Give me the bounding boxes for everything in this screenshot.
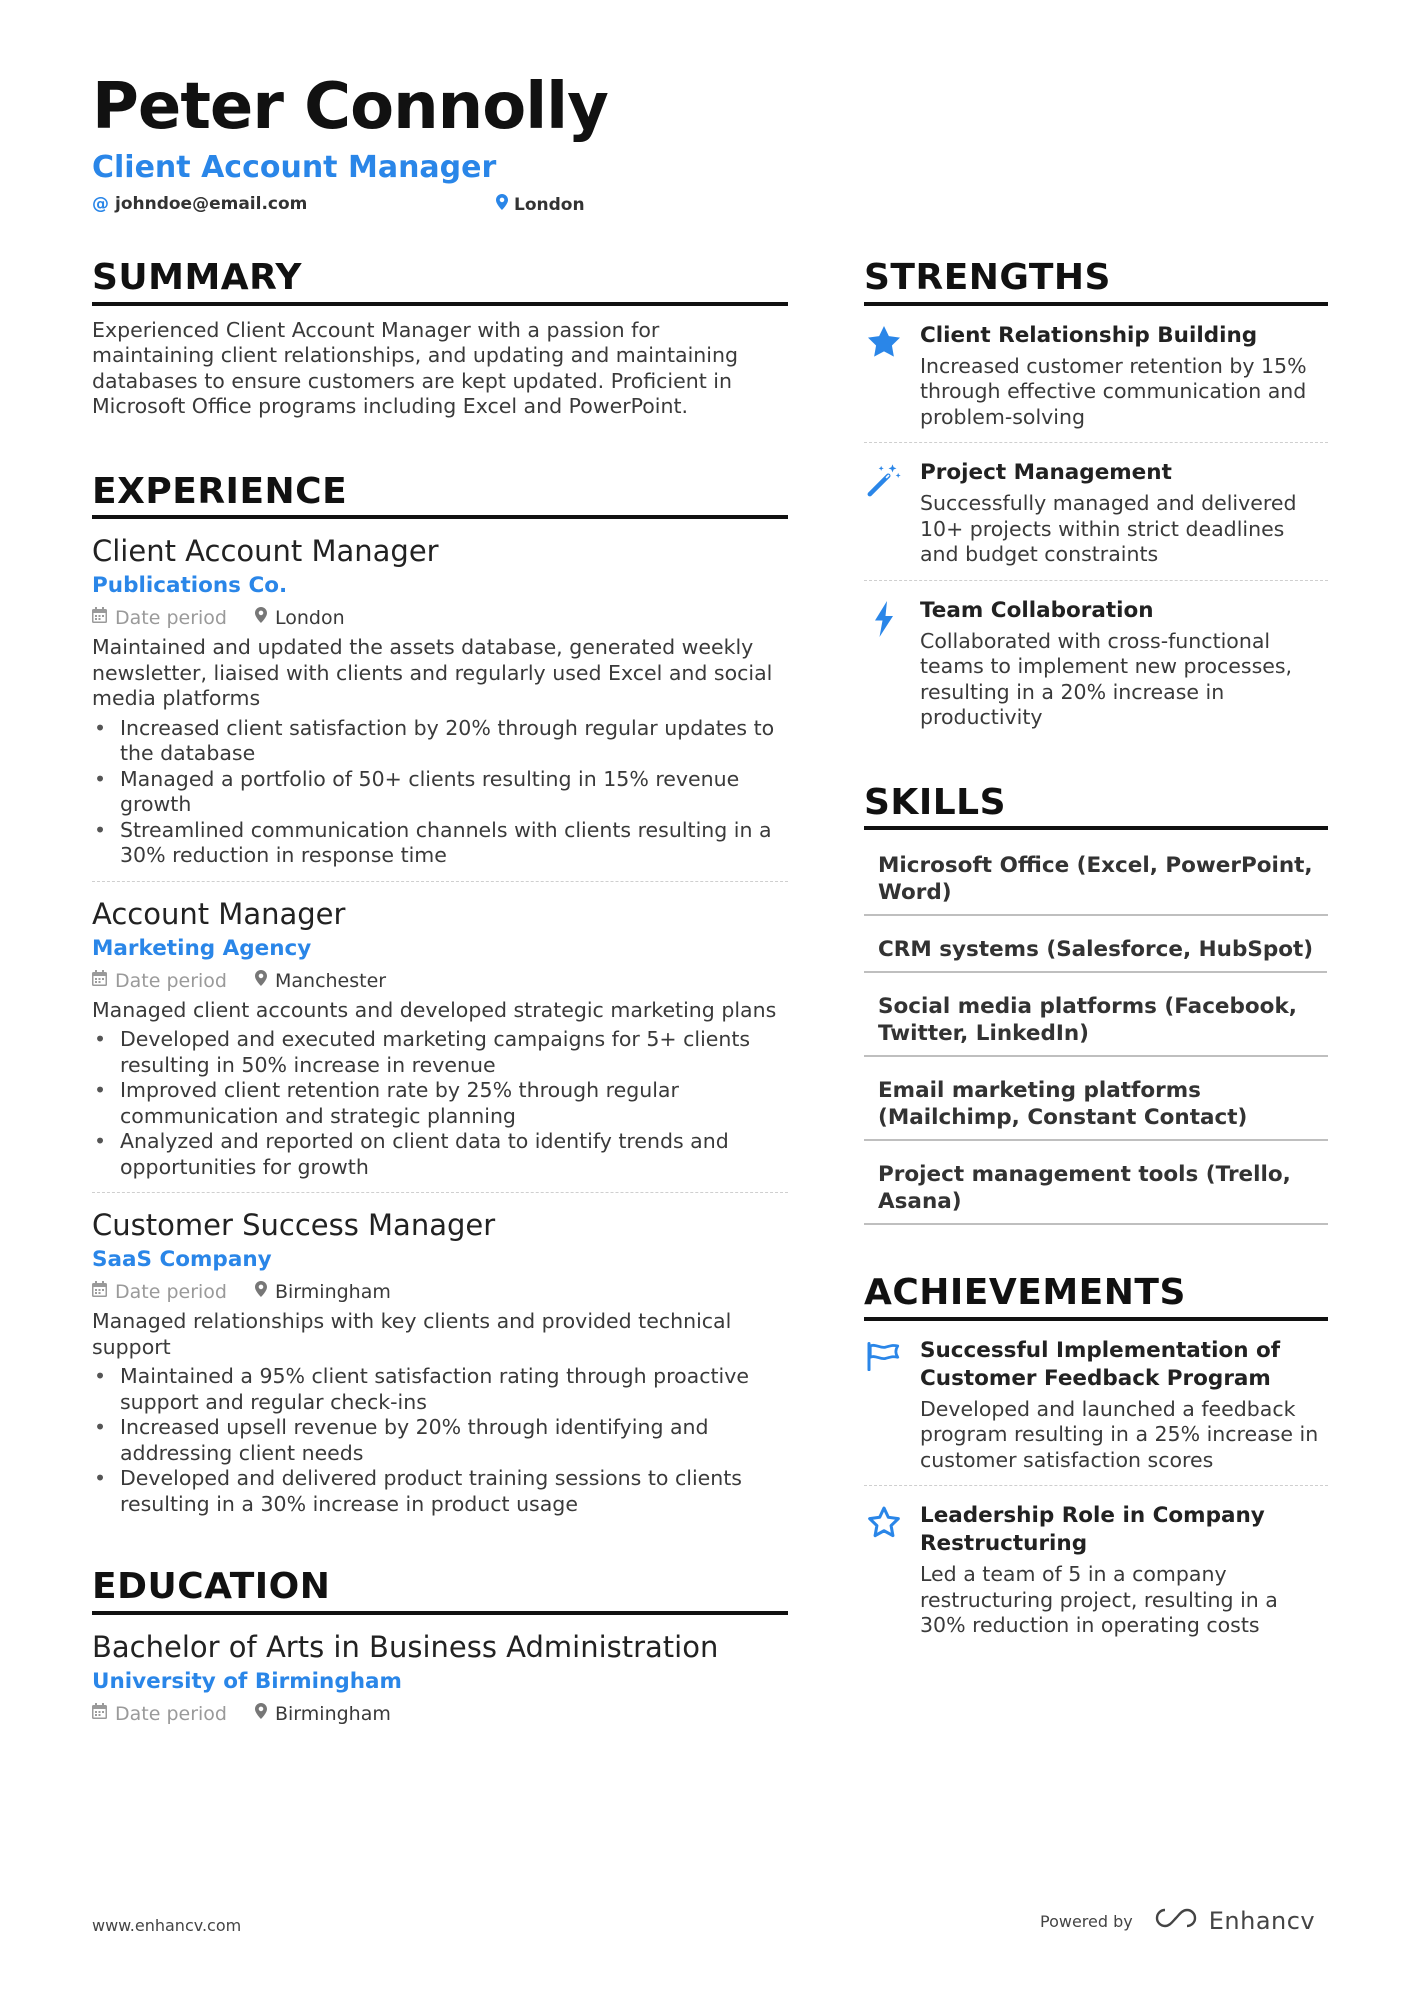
- education-section: [92, 1567, 788, 1741]
- bullet-item: • Developed and delivered product training sessions to clients resulting in a 30% increase in product usage: [92, 1466, 788, 1517]
- summary-heading: SUMMARY: [92, 258, 788, 306]
- strengths-heading: STRENGTHS: [864, 258, 1328, 306]
- location-pin-icon: [255, 1277, 267, 1307]
- location-pin-icon: [255, 966, 267, 996]
- star-icon: [864, 322, 904, 431]
- job-title: Client Account Manager: [92, 534, 439, 569]
- infinity-logo-icon: [1153, 1907, 1199, 1935]
- strength-desc: Increased customer retention by 15% through effective communication and problem-solving: [920, 353, 1307, 429]
- job-location: London: [274, 607, 345, 630]
- summary-text: Experienced Client Account Manager with a passion for maintaining client relationships, and updating and maintaining databases to ensure customers are kept updated. Proficient in Microsoft Office programs including Excel and PowerPoint.: [92, 317, 738, 419]
- calendar-icon: [92, 1699, 107, 1729]
- date-period: Date period: [115, 969, 227, 992]
- candidate-title: Client Account Manager: [92, 150, 497, 185]
- email-text: johndoe@email.com: [115, 194, 308, 214]
- magic-wand-icon: [864, 459, 904, 568]
- achievements-heading: ACHIEVEMENTS: [864, 1273, 1328, 1321]
- job-bullets: [92, 716, 788, 869]
- brand-name: Enhancv: [1208, 1907, 1316, 1935]
- flag-icon: [864, 1337, 904, 1474]
- skill-tag: Microsoft Office (Excel, PowerPoint, Word): [864, 838, 1328, 916]
- achievement-desc: Led a team of 5 in a company restructuring project, resulting in a 30% reduction in operating costs: [920, 1562, 1278, 1638]
- experience-section: [92, 472, 788, 1530]
- job-description: Maintained and updated the assets database, generated weekly newsletter, liaised with clients and regularly used Excel and social media platforms: [92, 635, 773, 711]
- calendar-icon: [92, 1277, 107, 1307]
- job-bullets: [92, 1027, 788, 1180]
- skill-tag: CRM systems (Salesforce, HubSpot): [864, 922, 1327, 973]
- job-entry: [92, 519, 788, 882]
- at-sign-icon: @: [92, 194, 109, 214]
- strength-item: [864, 443, 1328, 581]
- calendar-icon: [92, 603, 107, 633]
- summary-section: [92, 258, 788, 420]
- strength-title: Team Collaboration: [920, 597, 1154, 623]
- job-description: Managed relationships with key clients and provided technical support: [92, 1309, 732, 1359]
- achievements-section: [864, 1273, 1328, 1651]
- right-column: [864, 258, 1328, 1651]
- strength-title: Client Relationship Building: [920, 322, 1258, 348]
- strengths-section: [864, 258, 1328, 743]
- powered-by: [1040, 1907, 1315, 1935]
- location-pin-icon: [496, 194, 508, 215]
- job-location: Birmingham: [274, 1281, 391, 1304]
- degree-title: Bachelor of Arts in Business Administration: [92, 1629, 719, 1664]
- date-period: Date period: [115, 1281, 227, 1304]
- education-location: Birmingham: [274, 1702, 391, 1725]
- skill-tag: Email marketing platforms (Mailchimp, Constant Contact): [864, 1063, 1328, 1141]
- skill-tag: Social media platforms (Facebook, Twitter, LinkedIn): [864, 979, 1328, 1057]
- bullet-item: • Increased upsell revenue by 20% through identifying and addressing client needs: [92, 1415, 788, 1466]
- left-column: [92, 258, 788, 1741]
- job-meta: [92, 966, 788, 996]
- skills-heading: SKILLS: [864, 783, 1328, 831]
- company-name: Marketing Agency: [92, 935, 312, 961]
- education-meta: [92, 1699, 788, 1729]
- lightning-icon: [864, 597, 904, 731]
- skill-tag: Project management tools (Trello, Asana): [864, 1147, 1328, 1225]
- school-name: University of Birmingham: [92, 1668, 402, 1694]
- strength-item: [864, 306, 1328, 444]
- company-name: SaaS Company: [92, 1247, 272, 1273]
- bullet-item: • Improved client retention rate by 25% through regular communication and strategic planning: [92, 1078, 788, 1129]
- location-pin-icon: [255, 1699, 267, 1729]
- achievement-title: Successful Implementation of Customer Feedback Program: [920, 1337, 1281, 1391]
- email-contact[interactable]: [92, 194, 307, 214]
- location-contact: [496, 194, 585, 215]
- star-outline-icon: [864, 1502, 904, 1639]
- education-entry: [92, 1615, 788, 1741]
- bullet-item: • Increased client satisfaction by 20% through regular updates to the database: [92, 716, 788, 767]
- bullet-item: • Managed a portfolio of 50+ clients resulting in 15% revenue growth: [92, 767, 788, 818]
- job-bullets: [92, 1364, 788, 1517]
- job-title: Account Manager: [92, 896, 346, 931]
- job-entry: [92, 882, 788, 1194]
- bullet-item: • Maintained a 95% client satisfaction rating through proactive support and regular check-ins: [92, 1364, 788, 1415]
- location-text: London: [514, 194, 585, 215]
- bullet-item: • Streamlined communication channels with clients resulting in a 30% reduction in response time: [92, 818, 788, 869]
- strength-desc: Successfully managed and delivered 10+ projects within strict deadlines and budget constraints: [920, 491, 1297, 567]
- job-description: Managed client accounts and developed strategic marketing plans: [92, 997, 777, 1022]
- achievement-item: [864, 1321, 1328, 1487]
- education-heading: EDUCATION: [92, 1567, 788, 1615]
- job-entry: [92, 1193, 788, 1529]
- job-location: Manchester: [274, 969, 387, 992]
- website-link[interactable]: www.enhancv.com: [92, 1916, 242, 1935]
- calendar-icon: [92, 966, 107, 996]
- job-meta: [92, 1277, 788, 1307]
- bullet-item: • Developed and executed marketing campaigns for 5+ clients resulting in 50% increase in revenue: [92, 1027, 788, 1078]
- company-name: Publications Co.: [92, 573, 288, 599]
- date-period: Date period: [115, 1702, 227, 1725]
- achievement-item: [864, 1486, 1328, 1651]
- strength-item: [864, 581, 1328, 743]
- job-meta: [92, 603, 788, 633]
- skills-list: [864, 838, 1328, 1225]
- strength-title: Project Management: [920, 460, 1172, 486]
- experience-heading: EXPERIENCE: [92, 472, 788, 520]
- enhancv-logo[interactable]: [1153, 1907, 1315, 1935]
- bullet-item: • Analyzed and reported on client data to identify trends and opportunities for growth: [92, 1129, 788, 1180]
- date-period: Date period: [115, 607, 227, 630]
- contact-info: [92, 194, 792, 218]
- powered-by-label: Powered by: [1040, 1911, 1133, 1931]
- skills-section: [864, 783, 1328, 1226]
- achievement-title: Leadership Role in Company Restructuring: [920, 1503, 1265, 1557]
- candidate-name: Peter Connolly: [92, 70, 608, 144]
- strength-desc: Collaborated with cross-functional teams to implement new processes, resulting in a 20% increase in productivity: [920, 628, 1293, 730]
- achievement-desc: Developed and launched a feedback program resulting in a 25% increase in customer satisfaction scores: [920, 1396, 1319, 1472]
- job-title: Customer Success Manager: [92, 1208, 496, 1243]
- location-pin-icon: [255, 603, 267, 633]
